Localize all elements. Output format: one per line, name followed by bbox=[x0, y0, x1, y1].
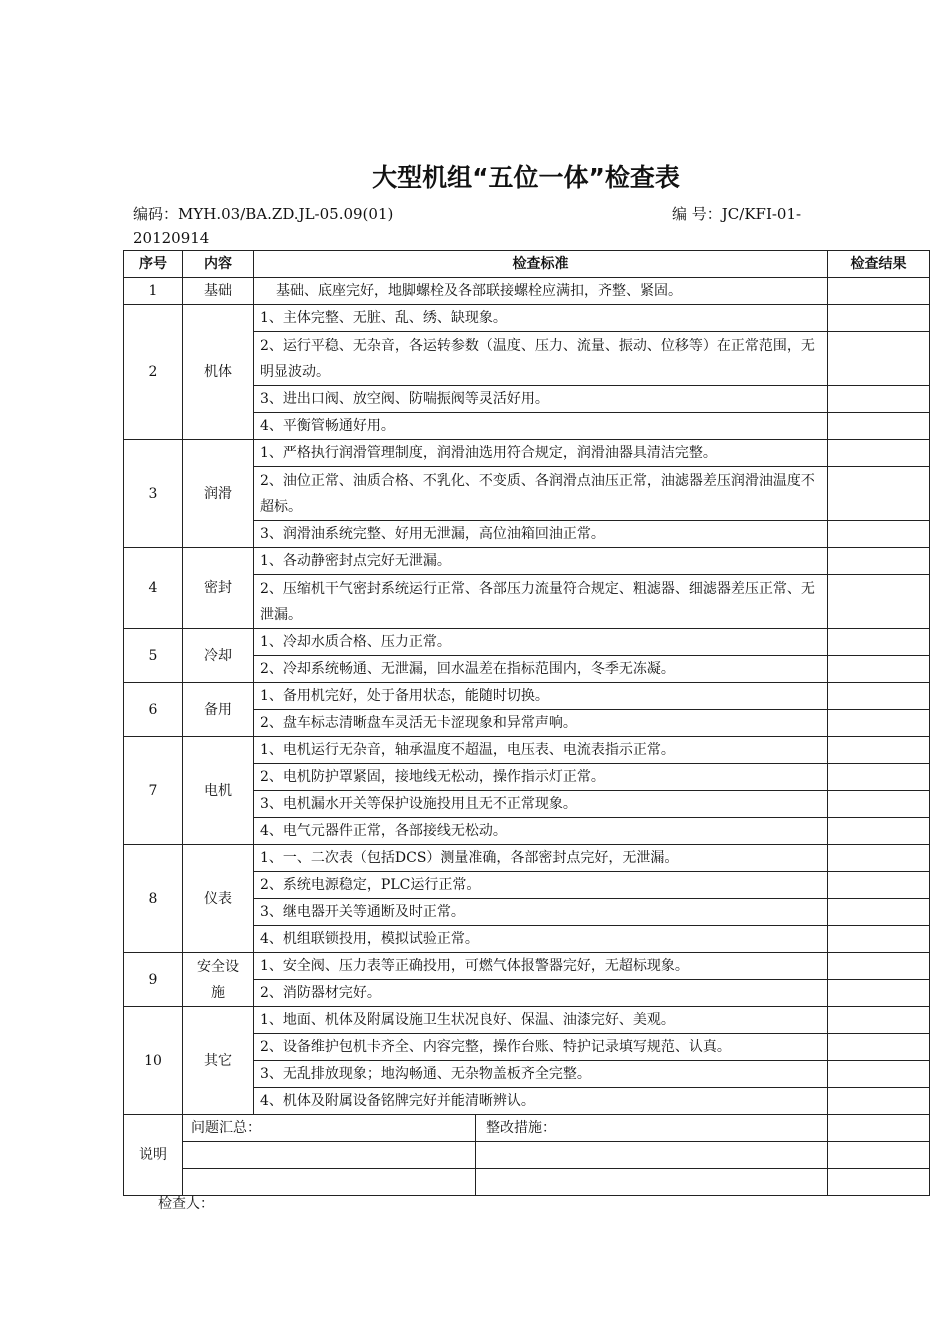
result-cell[interactable] bbox=[828, 332, 930, 386]
result-cell[interactable] bbox=[828, 467, 930, 521]
table-row bbox=[124, 440, 930, 467]
table-row bbox=[124, 683, 930, 710]
standard-text: 3、继电器开关等通断及时正常。 bbox=[254, 899, 828, 926]
number-value: JC/KFⅠ-01- bbox=[721, 205, 802, 223]
standard-text: 1、安全阀、压力表等正确投用，可燃气体报警器完好，无超标现象。 bbox=[254, 953, 828, 980]
standard-text: 1、备用机完好，处于备用状态，能随时切换。 bbox=[254, 683, 828, 710]
result-cell[interactable] bbox=[828, 440, 930, 467]
standard-text: 2、电机防护罩紧固，接地线无松动，操作指示灯正常。 bbox=[254, 764, 828, 791]
result-cell[interactable] bbox=[828, 926, 930, 953]
row-category: 润滑 bbox=[183, 440, 254, 548]
header-row bbox=[124, 251, 930, 278]
row-category: 安全设施 bbox=[183, 953, 254, 1007]
standard-text: 2、油位正常、油质合格、不乳化、不变质、各润滑点油压正常，油滤器差压润滑油温度不超标。 bbox=[254, 467, 828, 521]
standard-text: 2、盘车标志清晰盘车灵活无卡涩现象和异常声响。 bbox=[254, 710, 828, 737]
row-category: 基础 bbox=[183, 278, 254, 305]
row-seq: 9 bbox=[124, 953, 183, 1007]
row-category: 机体 bbox=[183, 305, 254, 440]
row-category: 密封 bbox=[183, 548, 254, 629]
standard-text: 4、机体及附属设备铭牌完好并能清晰辨认。 bbox=[254, 1088, 828, 1115]
summary-field[interactable] bbox=[183, 1142, 476, 1169]
result-cell[interactable] bbox=[828, 791, 930, 818]
result-cell[interactable] bbox=[828, 629, 930, 656]
row-category: 电机 bbox=[183, 737, 254, 845]
row-seq: 3 bbox=[124, 440, 183, 548]
standard-text: 4、机组联锁投用，模拟试验正常。 bbox=[254, 926, 828, 953]
result-cell[interactable] bbox=[828, 845, 930, 872]
number-continuation: 20120914 bbox=[133, 229, 210, 247]
row-seq: 4 bbox=[124, 548, 183, 629]
table-row bbox=[124, 737, 930, 764]
standard-text: 1、地面、机体及附属设施卫生状况良好、保温、油漆完好、美观。 bbox=[254, 1007, 828, 1034]
inspection-table bbox=[123, 250, 930, 1196]
standard-text: 基础、底座完好，地脚螺栓及各部联接螺栓应满扣，齐整、紧固。 bbox=[254, 278, 828, 305]
result-cell[interactable] bbox=[828, 818, 930, 845]
standard-text: 1、主体完整、无脏、乱、绣、缺现象。 bbox=[254, 305, 828, 332]
measures-label: 整改措施： bbox=[476, 1115, 828, 1142]
result-cell[interactable] bbox=[828, 764, 930, 791]
standard-text: 3、电机漏水开关等保护设施投用且无不正常现象。 bbox=[254, 791, 828, 818]
standard-text: 2、系统电源稳定，PLC运行正常。 bbox=[254, 872, 828, 899]
table-row bbox=[124, 1007, 930, 1034]
notes-result-cell[interactable] bbox=[828, 1115, 930, 1142]
result-cell[interactable] bbox=[828, 656, 930, 683]
row-category: 备用 bbox=[183, 683, 254, 737]
result-cell[interactable] bbox=[828, 899, 930, 926]
standard-text: 3、无乱排放现象；地沟畅通、无杂物盖板齐全完整。 bbox=[254, 1061, 828, 1088]
result-cell[interactable] bbox=[828, 413, 930, 440]
result-cell[interactable] bbox=[828, 1034, 930, 1061]
notes-result-cell[interactable] bbox=[828, 1142, 930, 1169]
result-cell[interactable] bbox=[828, 953, 930, 980]
code-value: MYH.03/BA.ZD.JL-05.09(01) bbox=[178, 205, 394, 223]
result-cell[interactable] bbox=[828, 278, 930, 305]
standard-text: 2、冷却系统畅通、无泄漏，回水温差在指标范围内，冬季无冻凝。 bbox=[254, 656, 828, 683]
result-cell[interactable] bbox=[828, 386, 930, 413]
table-row bbox=[124, 845, 930, 872]
measures-field[interactable] bbox=[476, 1169, 828, 1196]
standard-text: 1、冷却水质合格、压力正常。 bbox=[254, 629, 828, 656]
header-content: 内容 bbox=[183, 251, 254, 278]
summary-label: 问题汇总： bbox=[183, 1115, 476, 1142]
row-seq: 10 bbox=[124, 1007, 183, 1115]
row-seq: 2 bbox=[124, 305, 183, 440]
standard-text: 4、电气元器件正常，各部接线无松动。 bbox=[254, 818, 828, 845]
result-cell[interactable] bbox=[828, 872, 930, 899]
number-line bbox=[672, 203, 801, 224]
result-cell[interactable] bbox=[828, 575, 930, 629]
table-row bbox=[124, 629, 930, 656]
row-seq: 7 bbox=[124, 737, 183, 845]
standard-text: 2、压缩机干气密封系统运行正常、各部压力流量符合规定、粗滤器、细滤器差压正常、无泄漏。 bbox=[254, 575, 828, 629]
row-category: 冷却 bbox=[183, 629, 254, 683]
notes-result-cell[interactable] bbox=[828, 1169, 930, 1196]
row-seq: 5 bbox=[124, 629, 183, 683]
standard-text: 1、一、二次表（包括DCS）测量准确，各部密封点完好，无泄漏。 bbox=[254, 845, 828, 872]
standard-text: 3、润滑油系统完整、好用无泄漏，高位油箱回油正常。 bbox=[254, 521, 828, 548]
row-category: 其它 bbox=[183, 1007, 254, 1115]
notes-label: 说明 bbox=[124, 1115, 183, 1196]
result-cell[interactable] bbox=[828, 1088, 930, 1115]
notes-row bbox=[124, 1115, 930, 1142]
result-cell[interactable] bbox=[828, 737, 930, 764]
table-row bbox=[124, 953, 930, 980]
result-cell[interactable] bbox=[828, 521, 930, 548]
code-label: 编码： bbox=[133, 205, 179, 223]
standard-text: 2、运行平稳、无杂音，各运转参数（温度、压力、流量、振动、位移等）在正常范围，无明显波动。 bbox=[254, 332, 828, 386]
table-row bbox=[124, 548, 930, 575]
row-seq: 8 bbox=[124, 845, 183, 953]
result-cell[interactable] bbox=[828, 683, 930, 710]
result-cell[interactable] bbox=[828, 1061, 930, 1088]
standard-text: 3、进出口阀、放空阀、防喘振阀等灵活好用。 bbox=[254, 386, 828, 413]
notes-row bbox=[124, 1142, 930, 1169]
page-title: 大型机组“五位一体”检查表 bbox=[372, 163, 680, 192]
header-seq: 序号 bbox=[124, 251, 183, 278]
summary-field[interactable] bbox=[183, 1169, 476, 1196]
code-line bbox=[133, 203, 393, 224]
number-label: 编 号： bbox=[672, 205, 722, 223]
result-cell[interactable] bbox=[828, 305, 930, 332]
measures-field[interactable] bbox=[476, 1142, 828, 1169]
result-cell[interactable] bbox=[828, 980, 930, 1007]
standard-text: 2、消防器材完好。 bbox=[254, 980, 828, 1007]
header-result: 检查结果 bbox=[828, 251, 930, 278]
result-cell[interactable] bbox=[828, 1007, 930, 1034]
notes-row bbox=[124, 1169, 930, 1196]
result-cell[interactable] bbox=[828, 548, 930, 575]
standard-text: 1、严格执行润滑管理制度，润滑油选用符合规定，润滑油器具清洁完整。 bbox=[254, 440, 828, 467]
row-seq: 1 bbox=[124, 278, 183, 305]
standard-text: 1、各动静密封点完好无泄漏。 bbox=[254, 548, 828, 575]
table-row bbox=[124, 278, 930, 305]
header-standard: 检查标准 bbox=[254, 251, 828, 278]
standard-text: 1、电机运行无杂音，轴承温度不超温，电压表、电流表指示正常。 bbox=[254, 737, 828, 764]
standard-text: 2、设备维护包机卡齐全、内容完整，操作台账、特护记录填写规范、认真。 bbox=[254, 1034, 828, 1061]
row-seq: 6 bbox=[124, 683, 183, 737]
result-cell[interactable] bbox=[828, 710, 930, 737]
table-row bbox=[124, 305, 930, 332]
standard-text: 4、平衡管畅通好用。 bbox=[254, 413, 828, 440]
row-category: 仪表 bbox=[183, 845, 254, 953]
inspector-signature: 检查人： bbox=[158, 1196, 214, 1212]
